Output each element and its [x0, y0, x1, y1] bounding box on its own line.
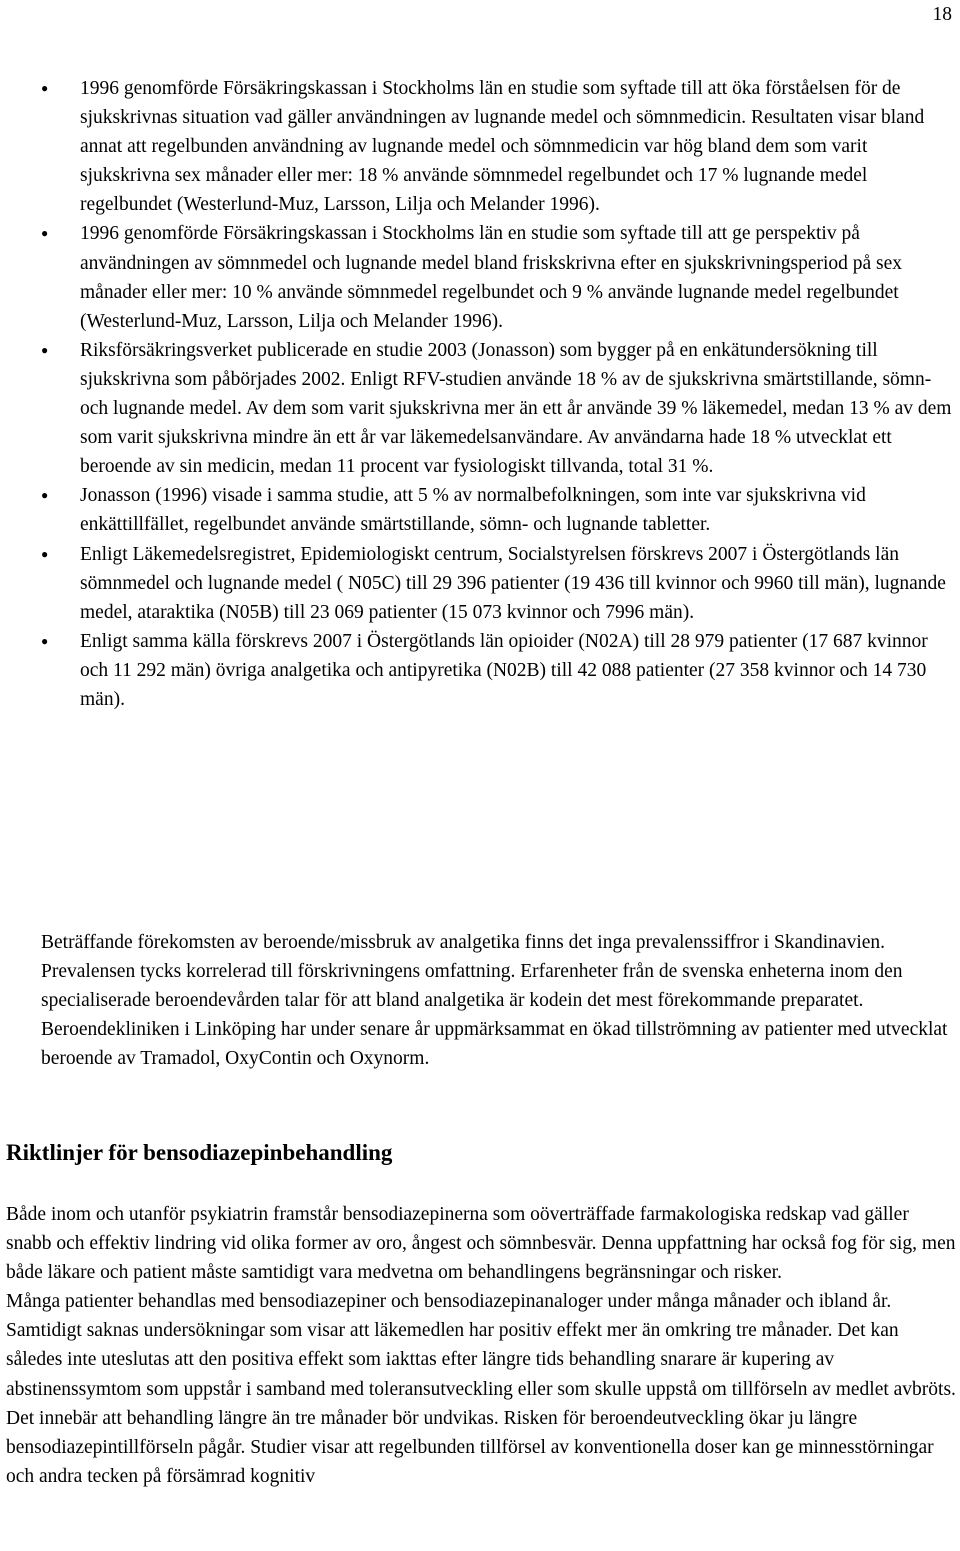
list-item [0, 627, 960, 714]
list-item [0, 481, 960, 539]
section-heading: Riktlinjer för bensodiazepinbehandling [6, 1140, 393, 1165]
list-item-text: 1996 genomförde Försäkringskassan i Stockholms län en studie som syftade till att ge perspektiv på användningen av sömnmedel och lugnande medel bland friskskrivna efter en sjukskrivningsperiod på sex månader eller mer: 10 % använde sömnmedel regelbundet och 9 % använde lugnande medel regelbundet (Westerlund-Muz, Larsson, Lilja och Melander 1996). [80, 223, 903, 332]
list-item-text: Riksförsäkringsverket publicerade en studie 2003 (Jonasson) som bygger på en enkätundersökning till sjukskrivna som påbörjades 2002. Enligt RFV-studien använde 18 % av de sjukskrivna smärtstillande, sömn- och lugnande medel. Av dem som varit sjukskrivna mer än ett år använde 39 % läkemedel, medan 13 % av dem som varit sjukskrivna mindre än ett år var läkemedelsanvändare. Av användarna hade 18 % utvecklat ett beroende av sin medicin, medan 11 procent var fysiologiskt tillvanda, total 31 %. [80, 339, 952, 478]
list-item [0, 336, 960, 481]
list-item-text: 1996 genomförde Försäkringskassan i Stockholms län en studie som syftade till att öka förståelsen för de sjukskrivnas situation vad gäller användningen av lugnande medel och sömnmedicin. Resultaten visar bland annat att regelbunden användning av lugnande medel och sömnmedicin var hög bland dem som varit sjukskrivna sex månader eller mer: 18 % använde sömnmedel regelbundet och 17 % lugnande medel regelbundet (Westerlund-Muz, Larsson, Lilja och Melander 1996). [80, 78, 925, 216]
bullet-icon: ● [41, 488, 49, 503]
list-item [0, 540, 960, 627]
bullet-icon: ● [41, 226, 49, 241]
bullet-icon: ● [41, 633, 49, 648]
analgesics-paragraph: Beträffande förekomsten av beroende/missbruk av analgetika finns det inga prevalenssiffror i Skandinavien. Prevalensen tycks korrelerad till förskrivningens omfattning. Erfarenheter från de svenska enheterna inom den specialiserade beroendevården talar för att bland analgetika är kodein det mest förekommande preparatet. Beroendekliniken i Linköping har under senare år uppmärksammat en ökad tillströmning av patienter med utvecklat beroende av Tramadol, OxyContin och Oxynorm. [41, 932, 948, 1070]
list-item-text: Enligt samma källa förskrevs 2007 i Östergötlands län opioider (N02A) till 28 979 patienter (17 687 kvinnor och 11 292 män) övriga analgetika och antipyretika (N02B) till 42 088 patienter (27 358 kvinnor och 14 730 män). [80, 630, 928, 710]
bullet-icon: ● [41, 546, 49, 561]
benzodiazepine-section-text [6, 1200, 956, 1491]
list-item-text: Enligt Läkemedelsregistret, Epidemiologiskt centrum, Socialstyrelsen förskrevs 2007 i Östergötlands län sömnmedel och lugnande medel ( N05C) till 29 396 patienter (19 436 till kvinnor och 9960 till män), lugnande medel, ataraktika (N05B) till 23 069 patienter (15 073 kvinnor och 7996 män). [80, 543, 946, 623]
bullet-icon: ● [41, 342, 49, 357]
bullet-list [0, 74, 960, 714]
bullet-icon: ● [41, 81, 49, 95]
benzodiazepine-intro-paragraph: Både inom och utanför psykiatrin framstår bensodiazepinerna som oöverträffade farmakologiska redskap vad gäller snabb och effektiv lindring vid olika former av oro, ångest och sömnbesvär. Denna uppfattning har också fog för sig, men både läkare och patient måste samtidigt vara medvetna om behandlingens begränsningar och risker. [6, 1204, 956, 1284]
page-number: 18 [932, 4, 952, 25]
list-item [0, 74, 960, 219]
list-item-text: Jonasson (1996) visade i samma studie, att 5 % av normalbefolkningen, som inte var sjukskrivna vid enkättillfället, regelbundet använde smärtstillande, sömn- och lugnande tabletter. [80, 485, 866, 536]
benzodiazepine-treatment-paragraph: Många patienter behandlas med bensodiazepiner och bensodiazepinanaloger under många månader och ibland år. Samtidigt saknas undersökningar som visar att läkemedlen har positiv effekt mer än omkring tre månader. Det kan således inte uteslutas att den positiva effekt som iakttas efter längre tids behandling snarare är kupering av abstinenssymtom som uppstår i samband med toleransutveckling eller som skulle uppstå om tillförseln av medlet avbröts. Det innebär att behandling längre än tre månader bör undvikas. Risken för beroendeutveckling ökar ju längre bensodiazepintillförseln pågår. Studier visar att regelbunden tillförsel av konventionella doser kan ge minnesstörningar och andra tecken på försämrad kognitiv [6, 1291, 956, 1487]
list-item [0, 219, 960, 335]
